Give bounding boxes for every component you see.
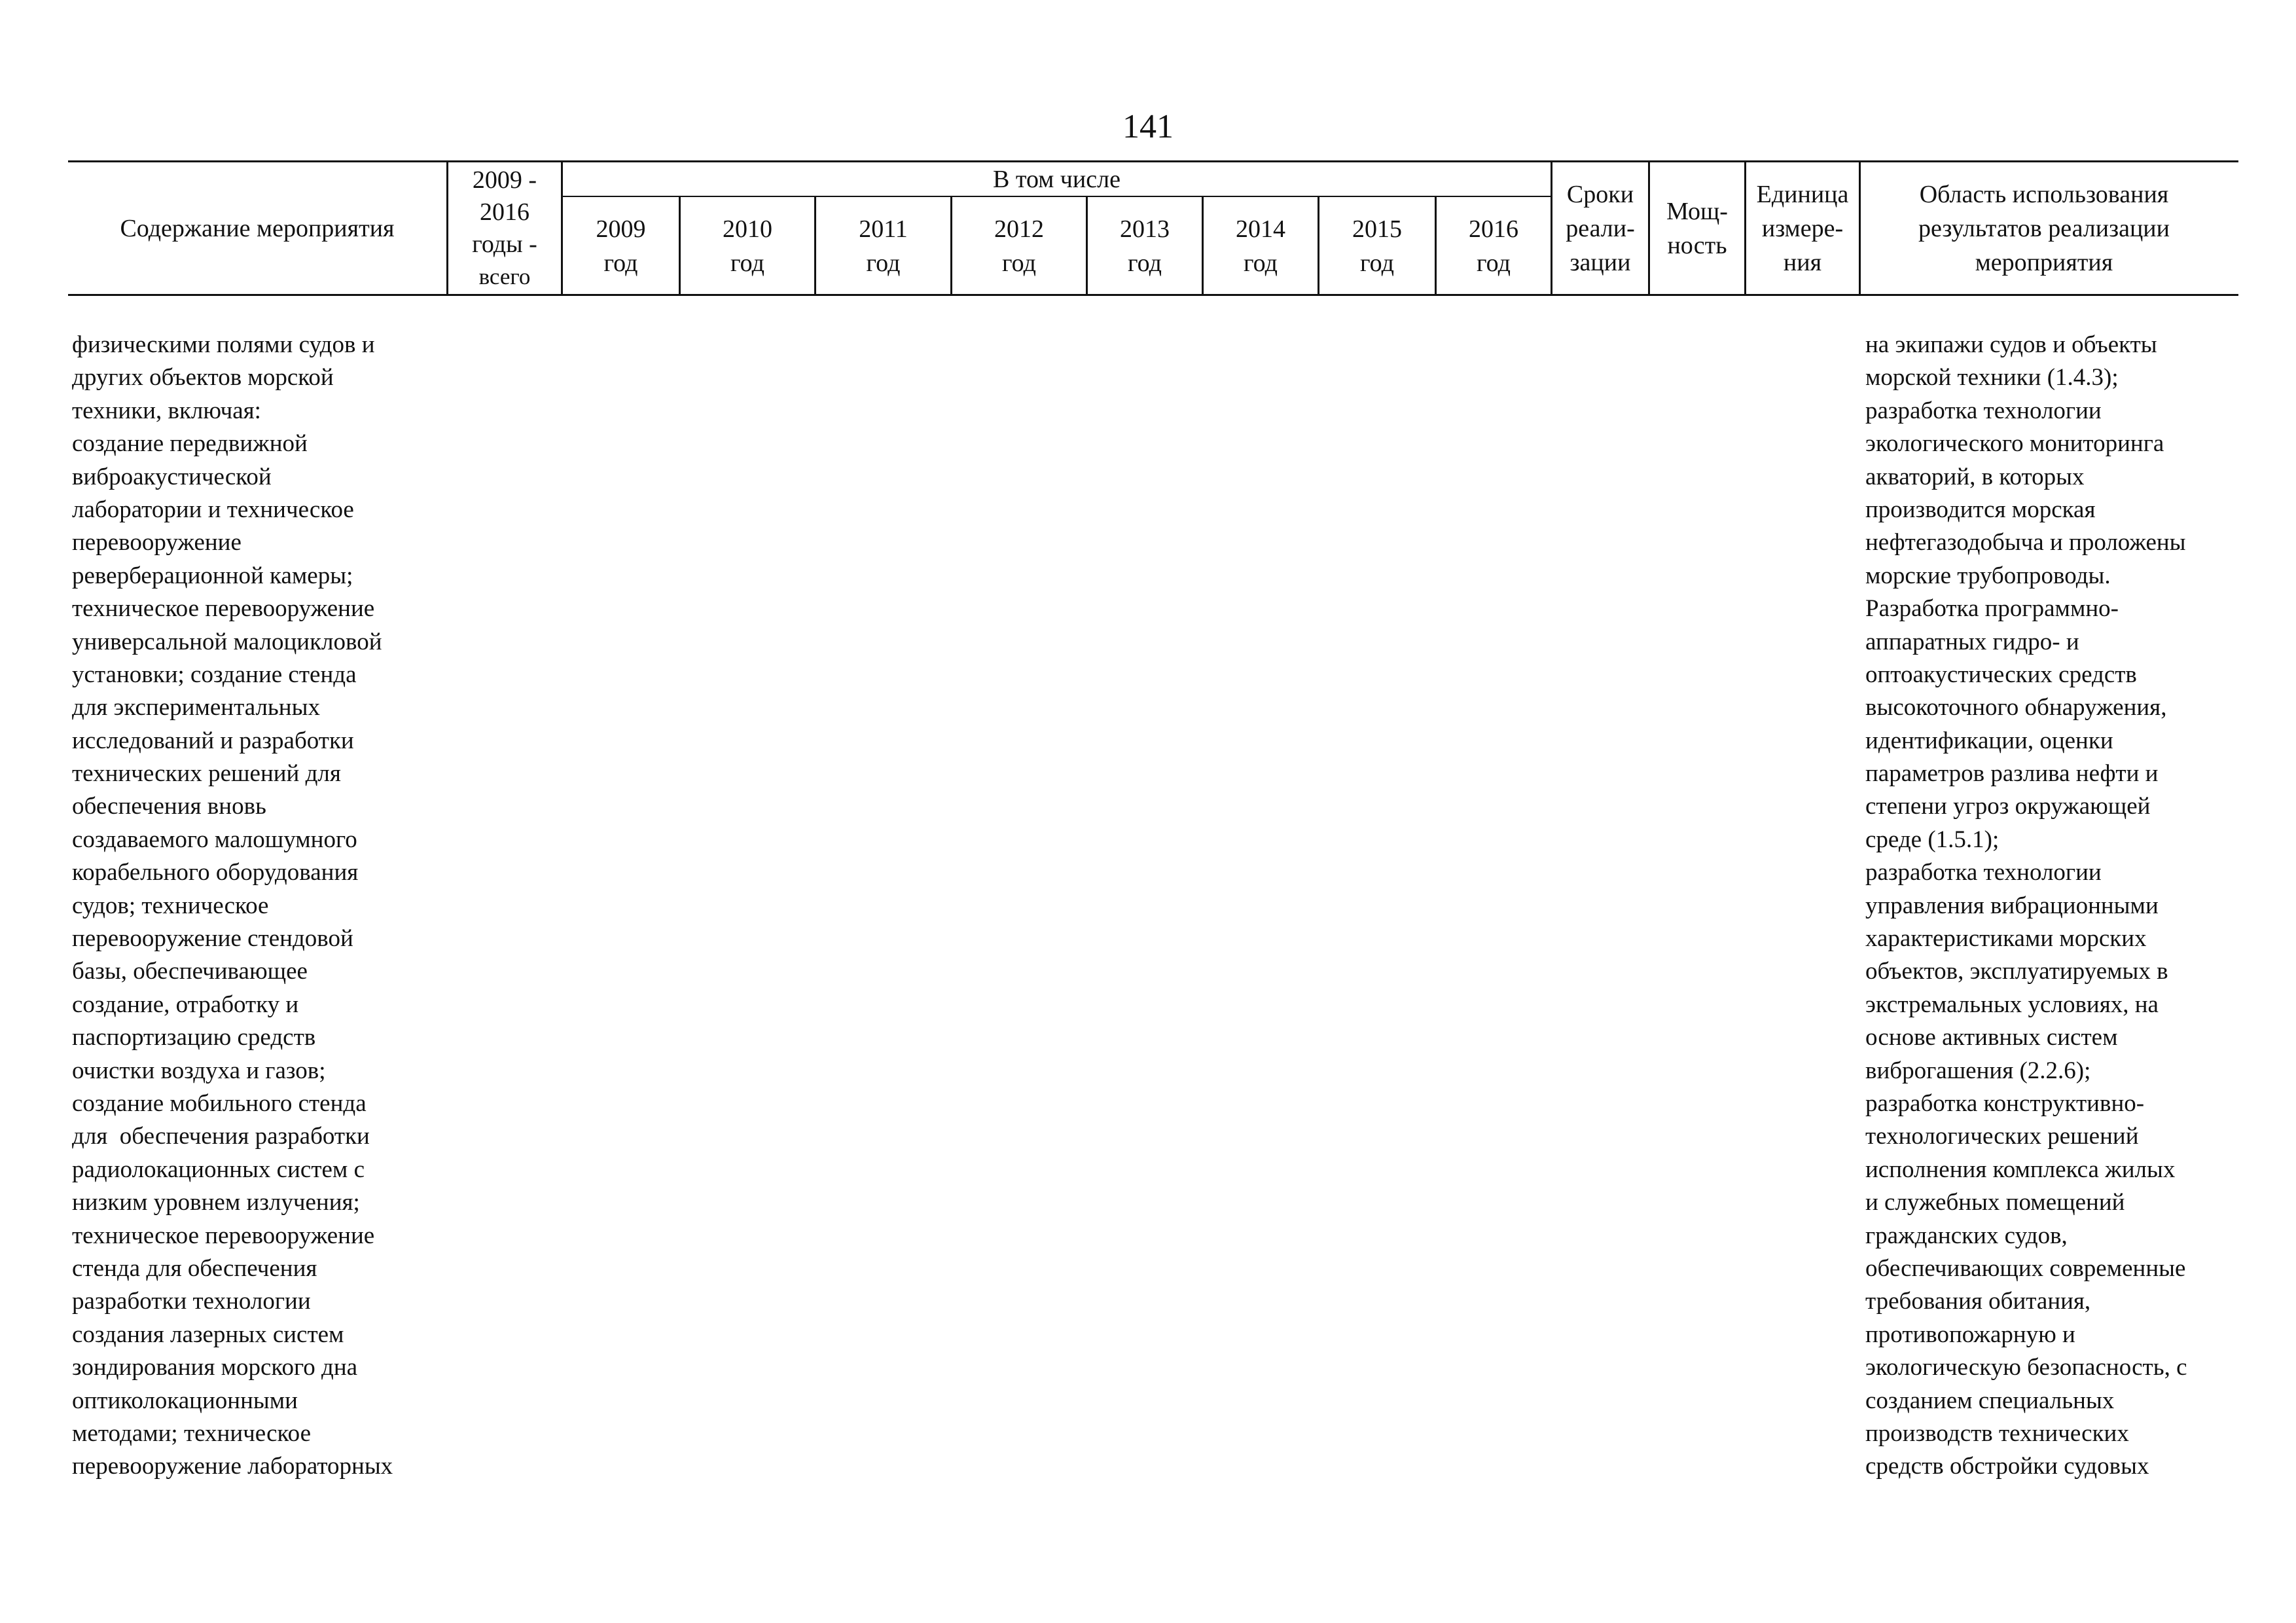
content-text-line: базы, обеспечивающее: [72, 958, 308, 985]
results-text-line: идентификации, оценки: [1865, 727, 2113, 754]
content-text-line: зондирования морского дна: [72, 1354, 358, 1381]
results-text-line: экологическую безопасность, с: [1865, 1354, 2187, 1381]
header-year-2016: 2016 год: [1469, 215, 1518, 277]
content-text-line: универсальной малоцикловой: [72, 628, 382, 655]
content-text-line: исследований и разработки: [72, 727, 354, 754]
content-text-line: техники, включая:: [72, 397, 261, 424]
results-text-line: Разработка программно-: [1865, 595, 2119, 623]
results-text-line: производится морская: [1865, 496, 2096, 523]
results-text-line: разработка технологии: [1865, 397, 2102, 424]
header-content-column: Содержание мероприятия: [120, 214, 395, 242]
header-year-2009: 2009 год: [596, 215, 646, 277]
content-text-line: создание, отработку и: [72, 991, 299, 1018]
results-text-line: экологического мониторинга: [1865, 430, 2164, 458]
content-text-line: реверберационной камеры;: [72, 562, 353, 589]
header-total-line: 2009 -: [472, 166, 537, 194]
content-text-line: физическими полями судов и: [72, 331, 375, 358]
header-year-2010: 2010 год: [723, 215, 772, 277]
header-terms-column: Сроки реали- зации: [1566, 180, 1635, 276]
results-text-line: исполнения комплекса жилых: [1865, 1156, 2176, 1183]
header-including-label: В том числе: [993, 166, 1121, 193]
results-text-line: среде (1.5.1);: [1865, 826, 2000, 853]
content-text-line: перевооружение: [72, 529, 242, 556]
results-text-line: оптоакустических средств: [1865, 661, 2137, 688]
content-text-line: виброакустической: [72, 463, 272, 490]
header-year-2013: 2013 год: [1120, 215, 1170, 277]
content-text-line: стенда для обеспечения: [72, 1254, 317, 1282]
content-text-line: для экспериментальных: [72, 694, 320, 721]
content-text-line: техническое перевооружение: [72, 595, 375, 623]
header-year-2011: 2011 год: [859, 215, 908, 277]
results-text-line: и служебных помещений: [1865, 1189, 2125, 1216]
header-year-2012: 2012 год: [994, 215, 1044, 277]
content-text-line: обеспечения вновь: [72, 793, 266, 820]
content-text-line: оптиколокационными: [72, 1387, 298, 1414]
results-text-line: степени угроз окружающей: [1865, 793, 2151, 820]
header-capacity-column: Мощ- ность: [1666, 197, 1728, 259]
content-text-line: создания лазерных систем: [72, 1321, 344, 1348]
content-text-line: корабельного оборудования: [72, 859, 359, 886]
header-total-line: 2016: [479, 198, 529, 226]
results-text-line: производств технических: [1865, 1419, 2129, 1447]
results-text-line: характеристиками морских: [1865, 925, 2147, 953]
results-text-line: требования обитания,: [1865, 1288, 2091, 1315]
content-text-line: техническое перевооружение: [72, 1222, 375, 1249]
results-text-line: обеспечивающих современные: [1865, 1254, 2186, 1282]
content-text-line: низким уровнем излучения;: [72, 1189, 360, 1216]
results-text-line: высокоточного обнаружения,: [1865, 694, 2167, 721]
results-text-line: акваторий, в которых: [1865, 463, 2085, 490]
header-unit-column: Единица измере- ния: [1756, 180, 1849, 276]
header-total-column: [448, 162, 561, 294]
content-text-line: создание мобильного стенда: [72, 1089, 367, 1117]
header-area-column: Область использования результатов реализации мероприятия: [1918, 180, 2170, 276]
results-text-line: нефтегазодобыча и проложены: [1865, 529, 2186, 556]
results-text-line: основе активных систем: [1865, 1024, 2118, 1051]
results-text-line: разработка технологии: [1865, 859, 2102, 886]
header-year-2015: 2015 год: [1352, 215, 1402, 277]
results-text-line: управления вибрационными: [1865, 892, 2159, 919]
content-text-line: технических решений для: [72, 760, 341, 788]
content-text-line: для обеспечения разработки: [72, 1123, 370, 1150]
results-text-line: объектов, эксплуатируемых в: [1865, 958, 2168, 985]
results-text-line: морские трубопроводы.: [1865, 562, 2111, 589]
header-total-line: всего: [478, 263, 531, 289]
results-text-line: на экипажи судов и объекты: [1865, 331, 2157, 358]
results-text-line: виброгашения (2.2.6);: [1865, 1057, 2091, 1084]
content-text-line: установки; создание стенда: [72, 661, 357, 688]
content-text-line: разработки технологии: [72, 1288, 311, 1315]
content-text-line: перевооружение лабораторных: [72, 1453, 393, 1480]
results-text-line: гражданских судов,: [1865, 1222, 2068, 1249]
content-text-line: создание передвижной: [72, 430, 308, 458]
results-text-line: аппаратных гидро- и: [1865, 628, 2079, 655]
results-text-line: разработка конструктивно-: [1865, 1089, 2145, 1117]
content-text-line: перевооружение стендовой: [72, 925, 353, 953]
results-text-line: морской техники (1.4.3);: [1865, 364, 2119, 392]
content-text-line: методами; техническое: [72, 1419, 311, 1447]
results-text-line: противопожарную и: [1865, 1321, 2075, 1348]
results-text-line: средств обстройки судовых: [1865, 1453, 2149, 1480]
content-text-line: паспортизацию средств: [72, 1024, 316, 1051]
results-area-text: [1865, 329, 2232, 1484]
content-text-line: лаборатории и техническое: [72, 496, 354, 523]
results-text-line: созданием специальных: [1865, 1387, 2115, 1414]
header-year-2014: 2014 год: [1236, 215, 1285, 277]
content-text-line: радиолокационных систем с: [72, 1156, 365, 1183]
results-text-line: параметров разлива нефти и: [1865, 760, 2159, 788]
content-text-line: других объектов морской: [72, 364, 334, 392]
results-text-line: экстремальных условиях, на: [1865, 991, 2159, 1018]
content-text-line: очистки воздуха и газов;: [72, 1057, 326, 1084]
header-bottom-rule: [68, 294, 2238, 296]
header-total-line: годы -: [472, 230, 537, 258]
content-text-line: создаваемого малошумного: [72, 826, 357, 853]
results-text-line: технологических решений: [1865, 1123, 2139, 1150]
content-text-line: судов; техническое: [72, 892, 269, 919]
page-number: 141: [1122, 108, 1174, 145]
activity-content-text: [72, 329, 452, 1484]
